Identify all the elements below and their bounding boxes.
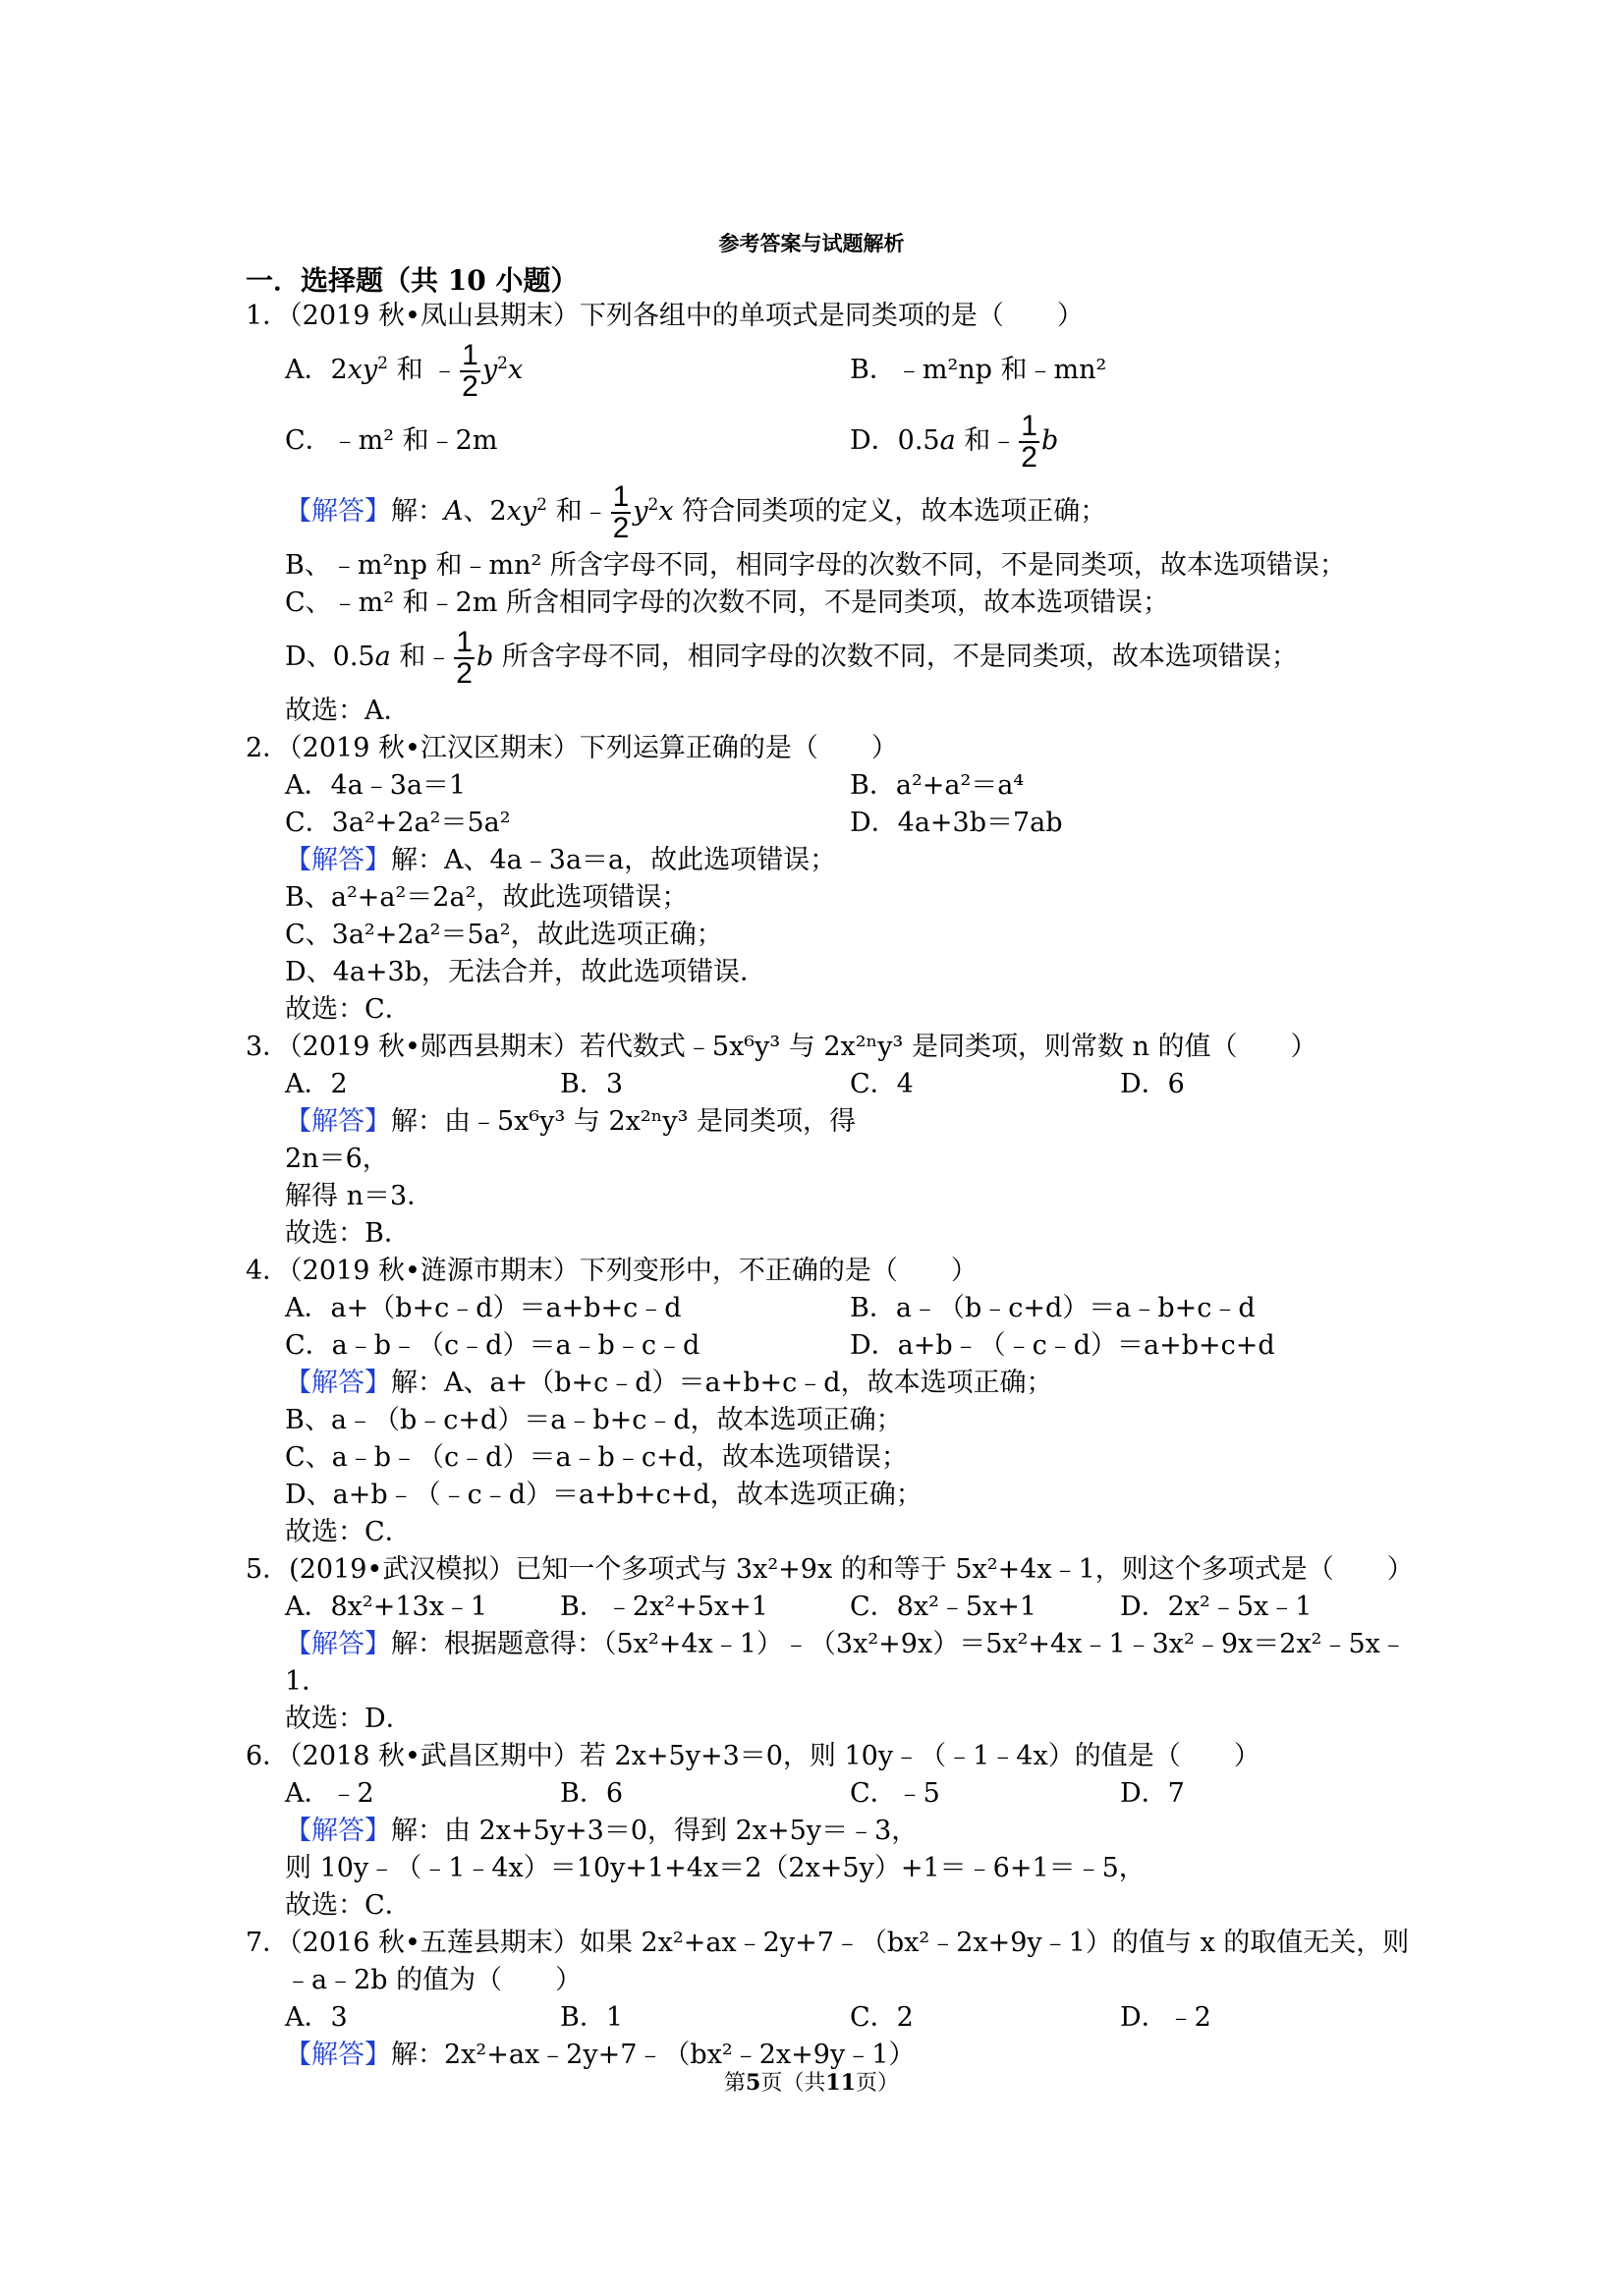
q1-options-cd xyxy=(246,406,1395,476)
q1-stem: 1．（2019 秋•凤山县期末）下列各组中的单项式是同类项的是（ ） xyxy=(246,301,1084,331)
q5-option-a: A．8x²+13x﹣1 xyxy=(285,1592,488,1622)
section-title: 一．选择题（共 10 小题） xyxy=(246,264,579,297)
q6-options xyxy=(246,1775,1395,1813)
q3-options xyxy=(246,1066,1395,1103)
q1-choice: 故选：A． xyxy=(285,696,411,726)
q7-option-d: D．﹣2 xyxy=(1120,2002,1211,2033)
q4-options-cd xyxy=(246,1327,1395,1365)
q4-options-ab xyxy=(246,1290,1395,1327)
q4-solution-1: 【解答】解：A、a+（b+c﹣d）＝a+b+c﹣d，故本选项正确； xyxy=(285,1368,1053,1398)
q4-option-d: D．a+b﹣（﹣c﹣d）＝a+b+c+d xyxy=(850,1330,1275,1361)
page-footer: 第5页（共11页） xyxy=(724,2070,899,2096)
q2-options-ab xyxy=(246,767,1395,805)
q6-stem: 6．（2018 秋•武昌区期中）若 2x+5y+3＝0，则 10y﹣（﹣1﹣4x）的值是（ ） xyxy=(246,1741,1260,1771)
q1-solution-b: B、﹣m²np 和﹣mn² 所含字母不同，相同字母的次数不同，不是同类项，故本选项错误； xyxy=(285,550,1346,581)
q6-solution-1: 【解答】解：由 2x+5y+3＝0，得到 2x+5y＝﹣3， xyxy=(285,1816,919,1846)
q2-solution-1: 【解答】解：A、4a﹣3a＝a，故此选项错误； xyxy=(285,845,837,875)
q6-solution-2: 则 10y﹣（﹣1﹣4x）＝10y+1+4x＝2（2x+5y）+1＝﹣6+1＝﹣5， xyxy=(285,1853,1146,1883)
q6-option-a: A．﹣2 xyxy=(285,1778,374,1809)
q2-solution-4: D、4a+3b，无法合并，故此选项错误． xyxy=(285,957,767,987)
q7-solution-1: 【解答】解：2x²+ax﹣2y+7﹣（bx²﹣2x+9y﹣1） xyxy=(285,2040,916,2070)
answer-content xyxy=(246,298,1414,2074)
fraction-half: $\frac{1}{2}$ xyxy=(1021,409,1037,474)
fraction-half: $\frac{1}{2}$ xyxy=(612,479,630,544)
q2-solution-2: B、a²+a²＝2a²，故此选项错误； xyxy=(285,882,689,913)
q7-stem-1: 7．（2016 秋•五莲县期末）如果 2x²+ax﹣2y+7﹣（bx²﹣2x+9y﹣1）的值与 x 的取值无关，则 xyxy=(246,1928,1410,1958)
jieda-label: 【解答】 xyxy=(285,2040,391,2070)
q3-stem: 3．（2019 秋•郧西县期末）若代数式﹣5x⁶y³ 与 2x²ⁿy³ 是同类项，则常数 n 的值（ ） xyxy=(246,1032,1317,1062)
q4-solution-4: D、a+b﹣（﹣c﹣d）＝a+b+c+d，故本选项正确； xyxy=(285,1480,923,1510)
q6-choice: 故选：C． xyxy=(285,1890,412,1921)
document-title: 参考答案与试题解析 xyxy=(718,231,905,255)
q5-option-c: C．8x²﹣5x+1 xyxy=(850,1592,1037,1622)
jieda-label: 【解答】 xyxy=(285,1368,391,1398)
q2-option-c: C．3a²+2a²＝5a² xyxy=(285,808,511,838)
q3-solution-3: 解得 n＝3． xyxy=(285,1181,434,1211)
q2-option-a: A．4a﹣3a＝1 xyxy=(285,770,467,801)
q7-options xyxy=(246,1999,1395,2037)
total-page-count: 11 xyxy=(825,2070,856,2096)
q5-option-d: D．2x²﹣5x﹣1 xyxy=(1120,1592,1313,1622)
jieda-label: 【解答】 xyxy=(285,1816,391,1846)
q4-solution-3: C、a﹣b﹣（c﹣d）＝a﹣b﹣c+d，故本选项错误； xyxy=(285,1442,908,1473)
q4-choice: 故选：C． xyxy=(285,1517,412,1547)
q3-option-d: D．6 xyxy=(1120,1069,1185,1099)
q7-option-a: A．3 xyxy=(285,2002,348,2033)
q2-options-cd xyxy=(246,805,1395,842)
q2-solution-3: C、3a²+2a²＝5a²，故此选项正确； xyxy=(285,920,723,950)
q6-option-d: D．7 xyxy=(1120,1778,1185,1809)
q1-solution-d: D、0.5a 和﹣ $\frac{1}{2}$ b 所含字母不同，相同字母的次数不同，不是同类项，故本选项错误； xyxy=(285,625,1298,690)
q1-option-a: A．$2xy^2$ 和 ﹣ $\frac{1}{2}$ $y^2x$ xyxy=(285,338,524,403)
q2-option-d: D．4a+3b＝7ab xyxy=(850,808,1063,838)
q3-option-c: C．4 xyxy=(850,1069,914,1099)
q3-option-b: B．3 xyxy=(560,1069,624,1099)
q1-solution-a: 【解答】解：A、$2xy^2$ 和﹣ $\frac{1}{2}$ $y^2x$ 符合同类项的定义，故本选项正确； xyxy=(285,479,1107,544)
current-page-number: 5 xyxy=(746,2070,761,2096)
q3-option-a: A．2 xyxy=(285,1069,348,1099)
fraction-half: $\frac{1}{2}$ xyxy=(462,338,478,403)
fraction-half: $\frac{1}{2}$ xyxy=(456,625,473,690)
q1-solution-c: C、﹣m² 和﹣2m 所含相同字母的次数不同，不是同类项，故本选项错误； xyxy=(285,588,1170,618)
q5-solution-2: 1． xyxy=(285,1666,329,1697)
q7-option-b: B．1 xyxy=(560,2002,624,2033)
q1-options-ab xyxy=(246,335,1395,406)
jieda-label: 【解答】 xyxy=(285,496,391,527)
q2-option-b: B．a²+a²＝a⁴ xyxy=(850,770,1025,801)
q3-solution-1: 【解答】解：由﹣5x⁶y³ 与 2x²ⁿy³ 是同类项，得 xyxy=(285,1106,857,1137)
q6-option-c: C．﹣5 xyxy=(850,1778,940,1809)
jieda-label: 【解答】 xyxy=(285,845,391,875)
q1-option-d: D．0.5a 和﹣ $\frac{1}{2}$ b xyxy=(850,409,1059,474)
q4-option-c: C．a﹣b﹣（c﹣d）＝a﹣b﹣c﹣d xyxy=(285,1330,700,1361)
q4-solution-2: B、a﹣（b﹣c+d）＝a﹣b+c﹣d，故本选项正确； xyxy=(285,1405,903,1435)
q5-solution-1: 【解答】解：根据题意得：（5x²+4x﹣1）﹣（3x²+9x）＝5x²+4x﹣1﹣3x²﹣9x＝2x²﹣5x﹣ xyxy=(285,1629,1407,1659)
q5-option-b: B．﹣2x²+5x+1 xyxy=(560,1592,768,1622)
q1-option-b: B．﹣m²np 和﹣mn² xyxy=(850,355,1107,385)
q3-choice: 故选：B． xyxy=(285,1218,411,1249)
q5-options xyxy=(246,1589,1395,1626)
q6-option-b: B．6 xyxy=(560,1778,624,1809)
q2-stem: 2．（2019 秋•江汉区期末）下列运算正确的是（ ） xyxy=(246,733,898,763)
q1-option-c: C．﹣m² 和﹣2m xyxy=(285,425,498,456)
q7-stem-2: ﹣a﹣2b 的值为（ ） xyxy=(285,1965,583,1995)
q3-solution-2: 2n＝6， xyxy=(285,1144,389,1174)
q5-stem: 5．(2019•武汉模拟）已知一个多项式与 3x²+9x 的和等于 5x²+4x﹣1，则这个多项式是（ ） xyxy=(246,1554,1414,1585)
jieda-label: 【解答】 xyxy=(285,1629,391,1659)
q4-option-b: B．a﹣（b﹣c+d）＝a﹣b+c﹣d xyxy=(850,1293,1256,1323)
q5-choice: 故选：D． xyxy=(285,1704,413,1734)
q4-option-a: A．a+（b+c﹣d）＝a+b+c﹣d xyxy=(285,1293,682,1323)
q2-choice: 故选：C． xyxy=(285,994,412,1025)
q4-stem: 4．（2019 秋•涟源市期末）下列变形中，不正确的是（ ） xyxy=(246,1256,978,1286)
jieda-label: 【解答】 xyxy=(285,1106,391,1137)
q7-option-c: C．2 xyxy=(850,2002,914,2033)
